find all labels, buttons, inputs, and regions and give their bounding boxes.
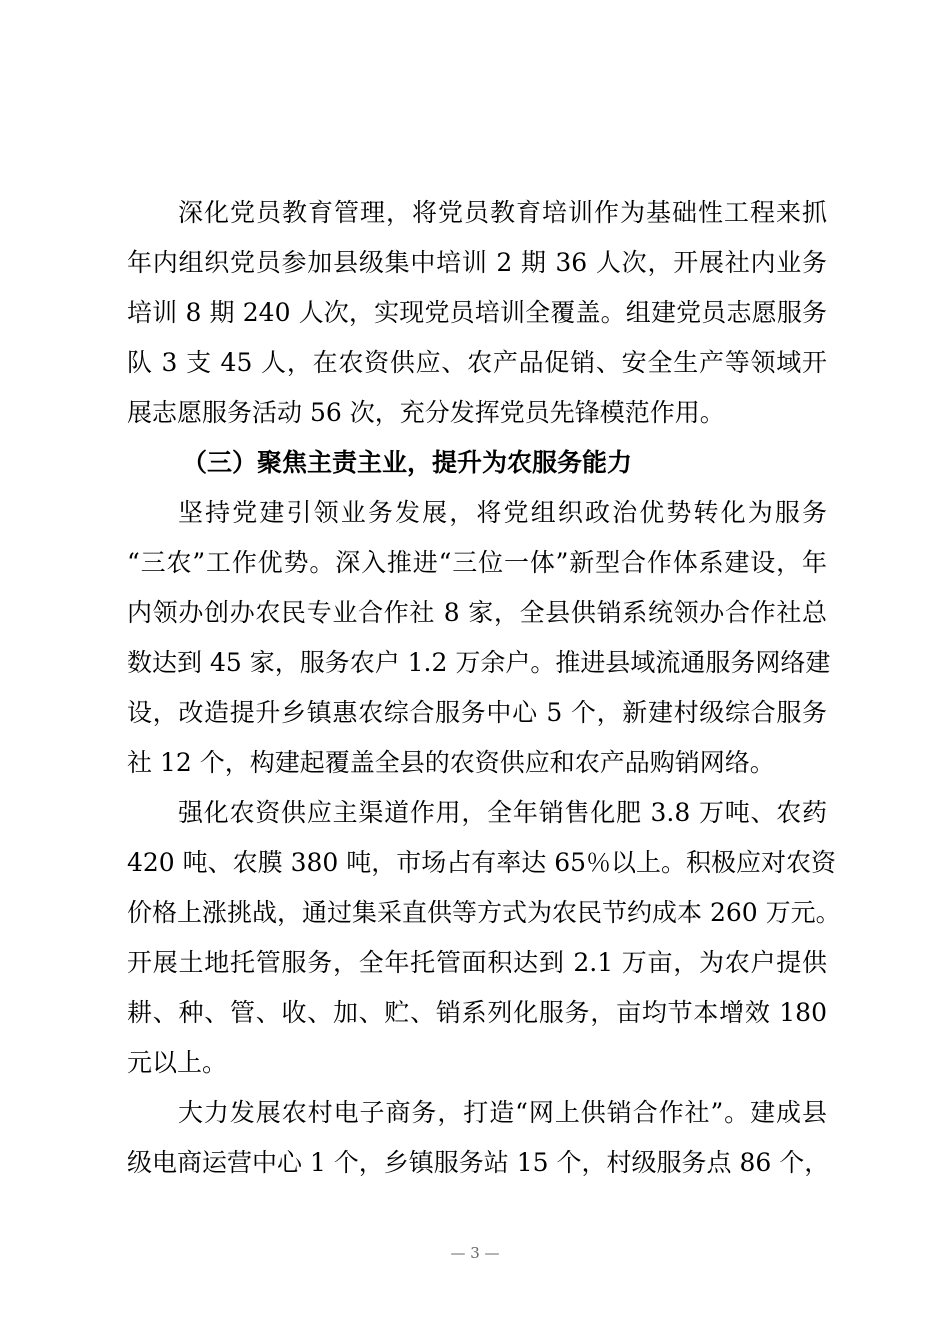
paragraph-line: 队 3 支 45 人，在农资供应、农产品促销、安全生产等领域开	[127, 348, 827, 377]
paragraph-line: 开展土地托管服务，全年托管面积达到 2.1 万亩，为农户提供	[127, 948, 827, 977]
page-number: — 3 —	[450, 1244, 500, 1262]
paragraph-line: 内领办创办农民专业合作社 8 家，全县供销系统领办合作社总	[127, 598, 827, 627]
paragraph-line: 深化党员教育管理，将党员教育培训作为基础性工程来抓	[178, 198, 827, 227]
paragraph-line: 展志愿服务活动 56 次，充分发挥党员先锋模范作用。	[127, 398, 725, 427]
paragraph-line: 设，改造提升乡镇惠农综合服务中心 5 个，新建村级综合服务	[127, 698, 827, 727]
section-heading: （三）聚焦主责主业，提升为农服务能力	[182, 448, 633, 477]
paragraph-line: 坚持党建引领业务发展，将党组织政治优势转化为服务	[178, 498, 827, 527]
paragraph-line: 培训 8 期 240 人次，实现党员培训全覆盖。组建党员志愿服务	[127, 298, 827, 327]
paragraph-line: 大力发展农村电子商务，打造“网上供销合作社”。建成县	[178, 1098, 827, 1127]
paragraph-line: 社 12 个，构建起覆盖全县的农资供应和农产品购销网络。	[127, 748, 775, 777]
paragraph-line: 价格上涨挑战，通过集采直供等方式为农民节约成本 260 万元。	[127, 898, 841, 927]
paragraph-line: 年内组织党员参加县级集中培训 2 期 36 人次，开展社内业务	[127, 248, 827, 277]
paragraph-line: 耕、种、管、收、加、贮、销系列化服务，亩均节本增效 180	[127, 998, 827, 1027]
paragraph-line: 级电商运营中心 1 个，乡镇服务站 15 个，村级服务点 86 个，	[127, 1148, 830, 1177]
paragraph-line: 420 吨、农膜 380 吨，市场占有率达 65％以上。积极应对农资	[127, 848, 837, 877]
document-body	[127, 188, 841, 1188]
paragraph-line: “三农”工作优势。深入推进“三位一体”新型合作体系建设，年	[127, 548, 827, 577]
paragraph-line: 数达到 45 家，服务农户 1.2 万余户。推进县域流通服务网络建	[127, 648, 831, 677]
paragraph-line: 元以上。	[127, 1048, 228, 1077]
paragraph-line: 强化农资供应主渠道作用，全年销售化肥 3.8 万吨、农药	[178, 798, 827, 827]
